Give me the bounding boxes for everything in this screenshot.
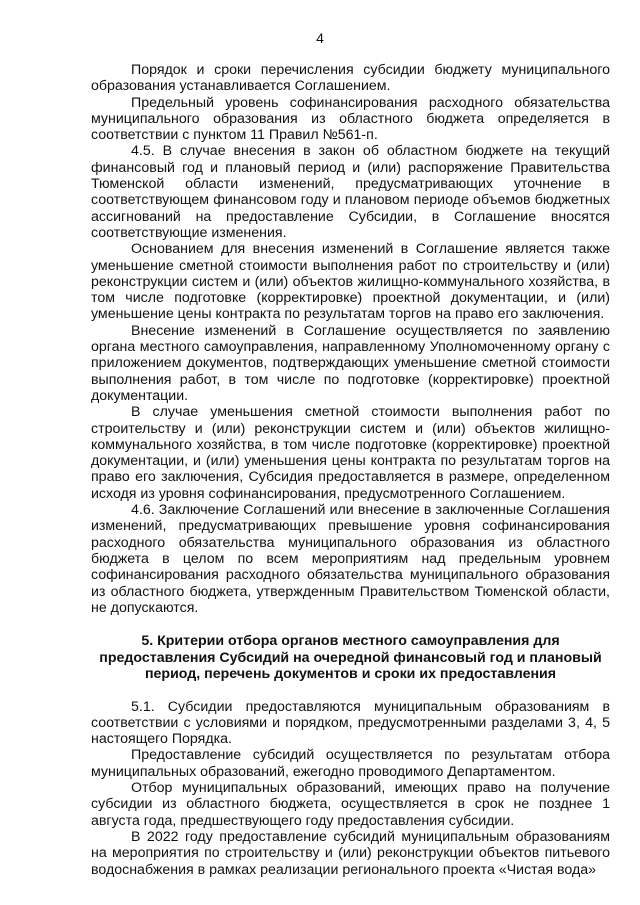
paragraph-cofinancing-limit: Предельный уровень софинансирования расходного обязательства муниципального образования из областного бюджета определяется в соответствии с пунктом 11 Правил №561-п.	[91, 94, 610, 144]
paragraph-4-6: 4.6. Заключение Соглашений или внесение в заключенные Соглашения изменений, предусматривающих превышение уровня софинансирования расходного обязательства муниципального образования из областного бюджета в целом по всем мероприятиям над предельным уровнем софинансирования расходного обязательства муниципального образования из областного бюджета, утвержденным Правительством Тюменской области, не допускаются.	[91, 502, 610, 616]
paragraph-selection-basis: Предоставление субсидий осуществляется по результатам отбора муниципальных образований, ежегодно проводимого Департаментом.	[91, 747, 610, 780]
paragraph-selection-deadline: Отбор муниципальных образований, имеющих право на получение субсидии из областного бюджета, осуществляется в срок не позднее 1 августа года, предшествующего году предоставления субсидии.	[91, 780, 610, 829]
paragraph-change-grounds: Основанием для внесения изменений в Соглашение является также уменьшение сметной стоимости выполнения работ по строительству и (или) реконструкции систем и (или) объектов жилищно-коммунального хозяйства, в том числе подготовке (корректировке) проектной документации, и (или) уменьшение цены контракта по результатам торгов на право его заключения.	[91, 241, 610, 323]
paragraph-5-1: 5.1. Субсидии предоставляются муниципальным образованиям в соответствии с условиями и порядком, предусмотренными разделами 3, 4, 5 настоящего Порядка.	[91, 698, 610, 748]
paragraph-4-5: 4.5. В случае внесения в закон об областном бюджете на текущий финансовый год и плановый период и (или) распоряжение Правительства Тюменской области изменений, предусматривающих уточнение в соответствующем финансовом году и плановом периоде объемов бюджетных ассигнований на предоставление Субсидии, в Соглашение вносятся соответствующие изменения.	[91, 143, 610, 241]
paragraph-2022-subsidies: В 2022 году предоставление субсидий муниципальным образованиям на мероприятия по строительству и (или) реконструкции объектов питьевого водоснабжения в рамках реализации регионального проекта «Чистая вода»	[91, 828, 610, 878]
page-number: 4	[316, 30, 324, 46]
paragraph-subsidy-transfer-terms: Порядок и сроки перечисления субсидии бюджету муниципального образования устанавливается Соглашением.	[91, 62, 610, 95]
paragraph-change-procedure: Внесение изменений в Соглашение осуществляется по заявлению органа местного самоуправления, направленному Уполномоченному органу с приложением документов, подтверждающих уменьшение сметной стоимости выполнения работ, в том числе по подготовке (корректировке) проектной документации.	[91, 322, 610, 404]
paragraph-cost-reduction: В случае уменьшения сметной стоимости выполнения работ по строительству и (или) реконструкции систем и (или) объектов жилищно-коммунального хозяйства, в том числе подготовке (корректировке) проектной документации, и (или) уменьшения цены контракта по результатам торгов на право его заключения, Субсидия предоставляется в размере, определенном исходя из уровня софинансирования, предусмотренного Соглашением.	[91, 404, 610, 502]
section-5-heading: 5. Критерии отбора органов местного самоуправления для предоставления Субсидий на очередной финансовый год и плановый период, перечень документов и сроки их предоставления	[99, 633, 602, 683]
document-body	[91, 62, 610, 878]
